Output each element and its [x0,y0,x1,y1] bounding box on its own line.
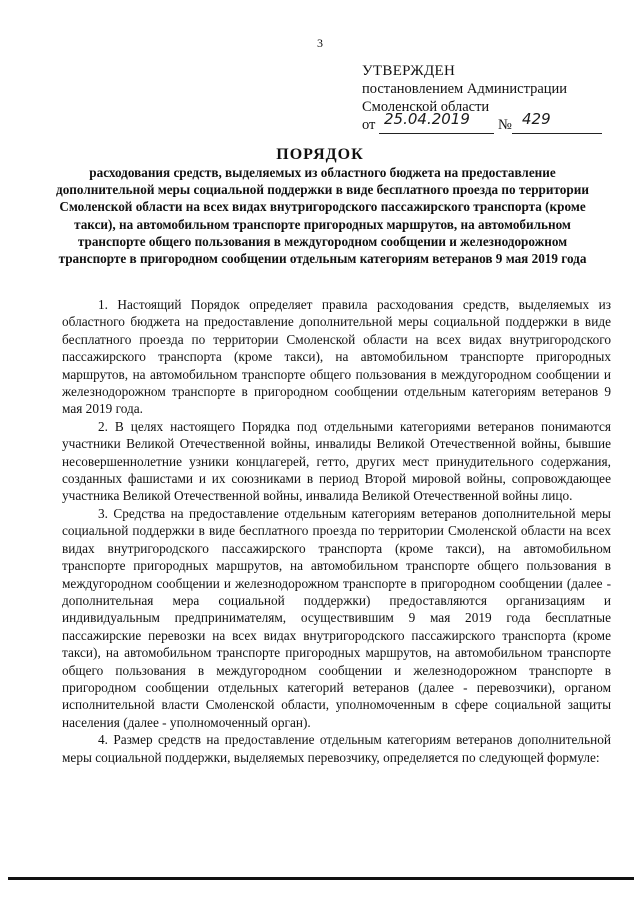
page-number: 3 [317,36,323,50]
document-subtitle: расходования средств, выделяемых из областного бюджета на предоставление дополнительной меры социальной поддержки в виде бесплатного проезда по территории Смоленской области на всех видах внутригородского пассажирского транспорта (кроме такси), на автомобильном транспорте пригородных маршрутов, на автомобильном транспорте общего пользования в междугородном сообщении и железнодорожном транспорте в пригородном сообщении отдельным категориям ветеранов 9 мая 2019 года [56,165,589,267]
paragraph-1: 1. Настоящий Порядок определяет правила расходования средств, выделяемых из областного бюджета на предоставление дополнительной меры социальной поддержки в виде бесплатного проезда по территории Смоленской области на всех видах внутригородского пассажирского транспорта (кроме такси), на автомобильном транспорте пригородных маршрутов, на автомобильном транспорте общего пользования в междугородном сообщении и железнодорожном транспорте в пригородном сообщении отдельным категориям ветеранов 9 мая 2019 года. [62,297,611,417]
number-prefix: № [498,117,512,133]
paragraph-2: 2. В целях настоящего Порядка под отдельными категориями ветеранов понимаются участники Великой Отечественной войны, инвалиды Великой Отечественной войны, бывшие несовершеннолетние узники концлагерей, гетто, других мест принудительного содержания, созданных фашистами и их союзниками в период Второй мировой войны, сопровождающее участника Великой Отечественной войны, инвалида Великой Отечественной войны лицо. [62,418,611,504]
handwritten-number: 429 [522,110,551,128]
approval-heading: УТВЕРЖДЕН [362,63,456,79]
paragraph-4: 4. Размер средств на предоставление отдельным категориям ветеранов дополнительной меры социальной поддержки, выделяемых перевозчику, определяется по следующей формуле: [62,732,611,765]
approval-date-row [362,110,612,136]
paragraph-3: 3. Средства на предоставление отдельным категориям ветеранов дополнительной меры социальной поддержки в виде бесплатного проезда по территории Смоленской области на всех видах внутригородского пассажирского транспорта (кроме такси), на автомобильном транспорте пригородных маршрутов, на автомобильном транспорте общего пользования в междугородном сообщении и железнодорожном транспорте в пригородном сообщении (далее - дополнительная мера социальной поддержки) предоставляются организациям и индивидуальным предпринимателям, осуществившим 9 мая 2019 года бесплатные пассажирские перевозки на всех видах внутригородского пассажирского транспорта (кроме такси), на автомобильном транспорте пригородных маршрутов, на автомобильном транспорте общего пользования в междугородном сообщении и железнодорожном транспорте в пригородном сообщении отдельных категорий ветеранов (далее - перевозчики), органом исполнительной власти Смоленской области, уполномоченным в сфере социальной защиты населения (далее - уполномоченный орган). [62,505,611,730]
date-underline [379,133,494,134]
approval-line-1: постановлением Администрации [362,81,568,97]
document-body [62,296,611,766]
handwritten-date: 25.04.2019 [384,110,470,128]
approval-line-2: Смоленской области [362,99,490,115]
document-title: ПОРЯДОК [276,146,364,163]
date-prefix: от [362,117,376,133]
bottom-divider [8,877,634,880]
approval-block [362,62,612,136]
number-underline [512,133,602,134]
